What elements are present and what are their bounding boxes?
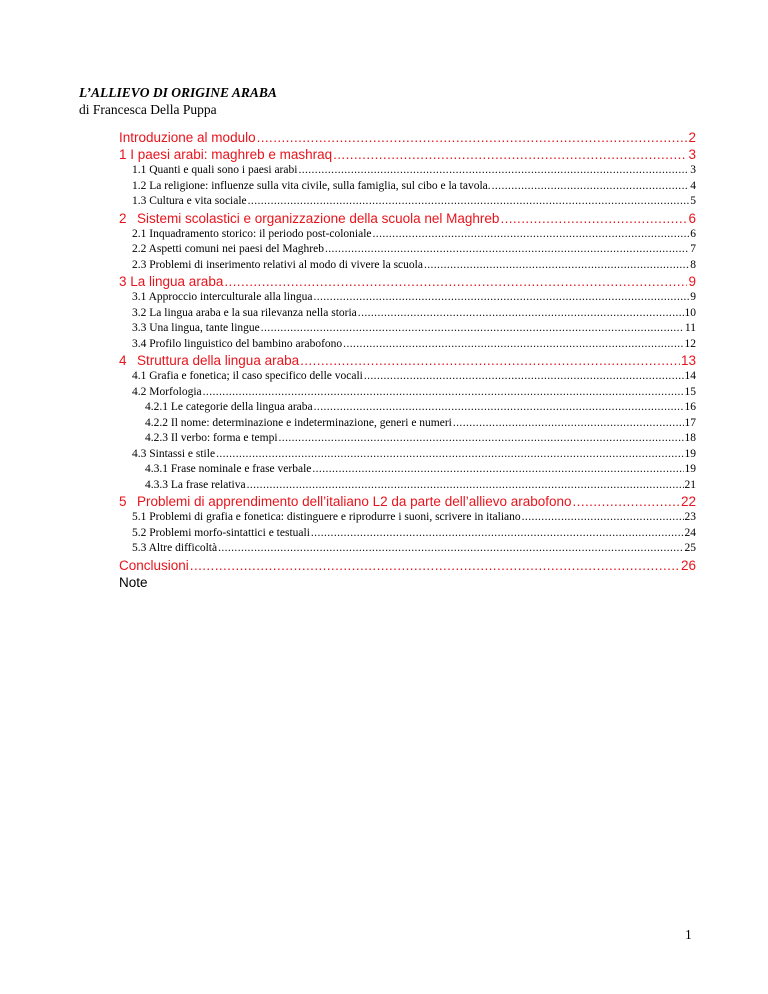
toc-page-number: 8 [690, 258, 696, 271]
toc-entry-title [132, 386, 202, 398]
toc-dot-leader [247, 479, 684, 491]
toc-entry-title [132, 527, 310, 539]
toc-entry[interactable] [119, 386, 696, 402]
toc-entry[interactable] [119, 130, 696, 147]
toc-page-number: 6 [690, 227, 696, 240]
toc-entry-number: 5 [119, 494, 127, 509]
toc-entry-text: 4.1 Grafia e fonetica; il caso specifico delle vocali [132, 370, 363, 382]
toc-dot-leader [325, 243, 689, 255]
toc-dot-leader [279, 432, 684, 444]
toc-entry[interactable] [119, 558, 696, 575]
toc-page-number: 19 [684, 447, 696, 460]
toc-entry-text: Problemi di apprendimento dell’italiano L2 da parte dell’allievo arabofono [137, 494, 572, 509]
toc-entry-text: 4.3.1 Frase nominale e frase verbale [145, 463, 312, 475]
toc-entry-text: 3.1 Approccio interculturale alla lingua [132, 291, 313, 303]
toc-entry-text: 4.2.3 Il verbo: forma e tempi [145, 432, 278, 444]
toc-entry-title [132, 511, 521, 523]
toc-page-number: 21 [684, 478, 696, 491]
toc-entry-text: 1.1 Quanti e quali sono i paesi arabi [132, 164, 298, 176]
toc-entry[interactable] [119, 479, 696, 495]
toc-entry-number: 4 [119, 353, 127, 368]
toc-dot-leader [190, 558, 680, 573]
toc-entry-title [145, 417, 452, 429]
toc-entry-title [132, 307, 357, 319]
toc-page-number: 11 [684, 322, 696, 334]
toc-entry-title [119, 494, 572, 509]
toc-page-number: 9 [690, 291, 696, 303]
toc-dot-leader [453, 417, 684, 429]
toc-entry-text: 1 I paesi arabi: maghreb e mashraq [119, 147, 333, 162]
toc-entry[interactable] [119, 432, 696, 448]
toc-entry-title [132, 195, 247, 207]
toc-entry-text: 3.2 La lingua araba e la sua rilevanza nella storia [132, 306, 357, 319]
toc-entry-title [132, 338, 342, 350]
toc-entry-text: 2.1 Inquadramento storico: il periodo post-coloniale [132, 227, 372, 240]
toc-entry-text: 3.4 Profilo linguistico del bambino arabofono [132, 337, 343, 350]
toc-page-number: 13 [680, 353, 696, 368]
toc-dot-leader [216, 448, 683, 460]
toc-entry-text: Struttura della lingua araba [137, 353, 300, 368]
toc-entry-title [132, 291, 312, 303]
toc-page-number: 2 [688, 130, 696, 145]
toc-entry-title [132, 164, 297, 176]
toc-entry[interactable] [119, 274, 696, 291]
toc-page-number: 6 [688, 210, 696, 226]
toc-entry-title [119, 130, 256, 145]
toc-page-number: 18 [684, 432, 696, 444]
toc-entry-title [145, 401, 313, 413]
toc-entry-title [119, 147, 332, 162]
page-number: 1 [685, 927, 692, 942]
toc-dot-leader [300, 353, 680, 368]
toc-page-number: 25 [684, 542, 696, 554]
toc-dot-leader [333, 147, 687, 162]
toc-entry-title [119, 558, 189, 573]
toc-dot-leader [364, 370, 684, 382]
toc-page-number: 3 [688, 147, 696, 162]
toc-entry-text: 3.3 Una lingua, tante lingue [132, 322, 260, 334]
toc-note-entry[interactable]: Note [119, 574, 148, 590]
toc-dot-leader [261, 322, 684, 334]
toc-page-number: 12 [684, 337, 696, 350]
toc-entry[interactable] [119, 322, 696, 338]
toc-entry-number: 2 [119, 210, 127, 226]
toc-entry[interactable] [119, 307, 696, 323]
toc-entry[interactable] [119, 401, 696, 417]
toc-entry[interactable] [119, 259, 696, 275]
toc-page-number: 22 [680, 494, 696, 509]
toc-page-number: 17 [684, 416, 696, 429]
toc-entry[interactable] [119, 542, 696, 558]
toc-entry-text: Introduzione al modulo [119, 130, 256, 145]
toc-entry[interactable] [119, 180, 696, 196]
toc-dot-leader [248, 195, 690, 207]
toc-entry[interactable] [119, 494, 696, 511]
toc-entry[interactable] [119, 463, 696, 479]
toc-entry-text: 2.2 Aspetti comuni nei paesi del Maghreb [132, 243, 324, 255]
toc-page-number: 15 [684, 385, 696, 398]
toc-entry-text: 5.2 Problemi morfo-sintattici e testuali [132, 526, 310, 539]
toc-dot-leader [424, 259, 689, 271]
toc-entry-title [145, 432, 278, 444]
toc-entry-title [132, 243, 324, 255]
toc-entry-title [132, 542, 217, 554]
toc-entry-title [132, 228, 372, 240]
toc-dot-leader [224, 274, 687, 289]
toc-entry[interactable] [119, 527, 696, 543]
toc-entry-title [132, 180, 491, 192]
toc-entry[interactable] [119, 370, 696, 386]
toc-entry-text: 5.3 Altre difficoltà [132, 542, 218, 554]
toc-entry[interactable] [119, 243, 696, 259]
toc-dot-leader [311, 527, 684, 539]
toc-page-number: 5 [690, 195, 696, 207]
toc-page-number: 19 [684, 463, 696, 475]
toc-entry-title [119, 274, 223, 289]
toc-page-number: 16 [684, 401, 696, 413]
toc-dot-leader [492, 180, 690, 192]
toc-entry-text: Conclusioni [119, 557, 189, 573]
toc-entry[interactable] [119, 147, 696, 164]
toc-entry[interactable] [119, 448, 696, 464]
toc-entry-text: 1.3 Cultura e vita sociale [132, 195, 247, 207]
document-title: L’ALLIEVO DI ORIGINE ARABA [79, 85, 277, 100]
toc-dot-leader [343, 338, 683, 350]
toc-dot-leader [203, 386, 684, 398]
toc-page-number: 3 [690, 164, 696, 176]
toc-entry-title [145, 479, 246, 491]
toc-entry-title [132, 370, 363, 382]
toc-page-number: 10 [684, 306, 696, 319]
toc-entry[interactable] [119, 291, 696, 307]
toc-entry-title [119, 211, 499, 226]
toc-entry-title [119, 353, 299, 368]
toc-dot-leader [218, 542, 683, 554]
toc-page-number: 24 [684, 526, 696, 539]
toc-entry[interactable] [119, 353, 696, 370]
toc-entry-text: 4.2 Morfologia [132, 385, 202, 398]
toc-page-number: 14 [684, 370, 696, 382]
toc-dot-leader [313, 291, 689, 303]
toc-page-number: 7 [690, 243, 696, 255]
toc-entry-text: 3 La lingua araba [119, 274, 224, 289]
toc-entry-title [132, 259, 423, 271]
toc-entry[interactable] [119, 164, 696, 180]
toc-page-number: 26 [680, 557, 696, 573]
toc-entry-text: Sistemi scolastici e organizzazione della scuola nel Maghreb [137, 210, 500, 226]
toc-entry[interactable] [119, 228, 696, 244]
toc-entry-text: 4.3.3 La frase relativa [145, 478, 246, 491]
toc-entry-text: 1.2 La religione: influenze sulla vita civile, sulla famiglia, sul cibo e la tavola. [132, 179, 491, 192]
toc-dot-leader [373, 228, 690, 240]
toc-entry[interactable] [119, 417, 696, 433]
toc-entry[interactable] [119, 195, 696, 211]
toc-entry-title [132, 322, 260, 334]
document-author: di Francesca Della Puppa [79, 102, 217, 117]
toc-dot-leader [257, 130, 688, 145]
toc-entry-text: 2.3 Problemi di inserimento relativi al modo di vivere la scuola [132, 258, 423, 271]
toc-entry-text: 4.3 Sintassi e stile [132, 447, 216, 460]
table-of-contents [119, 130, 696, 591]
toc-entry-text: 5.1 Problemi di grafia e fonetica: distinguere e riprodurre i suoni, scrivere in italiano [132, 511, 521, 523]
toc-entry-text: 4.2.1 Le categorie della lingua araba [145, 401, 313, 413]
toc-entry-title [132, 448, 215, 460]
toc-entry[interactable] [119, 511, 696, 527]
toc-dot-leader [522, 511, 684, 523]
toc-dot-leader [358, 307, 684, 319]
toc-entry[interactable] [119, 211, 696, 228]
toc-page-number: 23 [684, 511, 696, 523]
toc-dot-leader [314, 401, 684, 413]
toc-dot-leader [298, 164, 689, 176]
toc-page-number: 9 [688, 274, 696, 289]
toc-dot-leader [312, 463, 683, 475]
toc-entry-text: 4.2.2 Il nome: determinazione e indeterminazione, generi e numeri [145, 416, 452, 429]
toc-page-number: 4 [690, 179, 696, 192]
toc-entry[interactable] [119, 338, 696, 354]
toc-dot-leader [500, 211, 687, 226]
toc-dot-leader [573, 494, 680, 509]
toc-entry-title [145, 463, 311, 475]
